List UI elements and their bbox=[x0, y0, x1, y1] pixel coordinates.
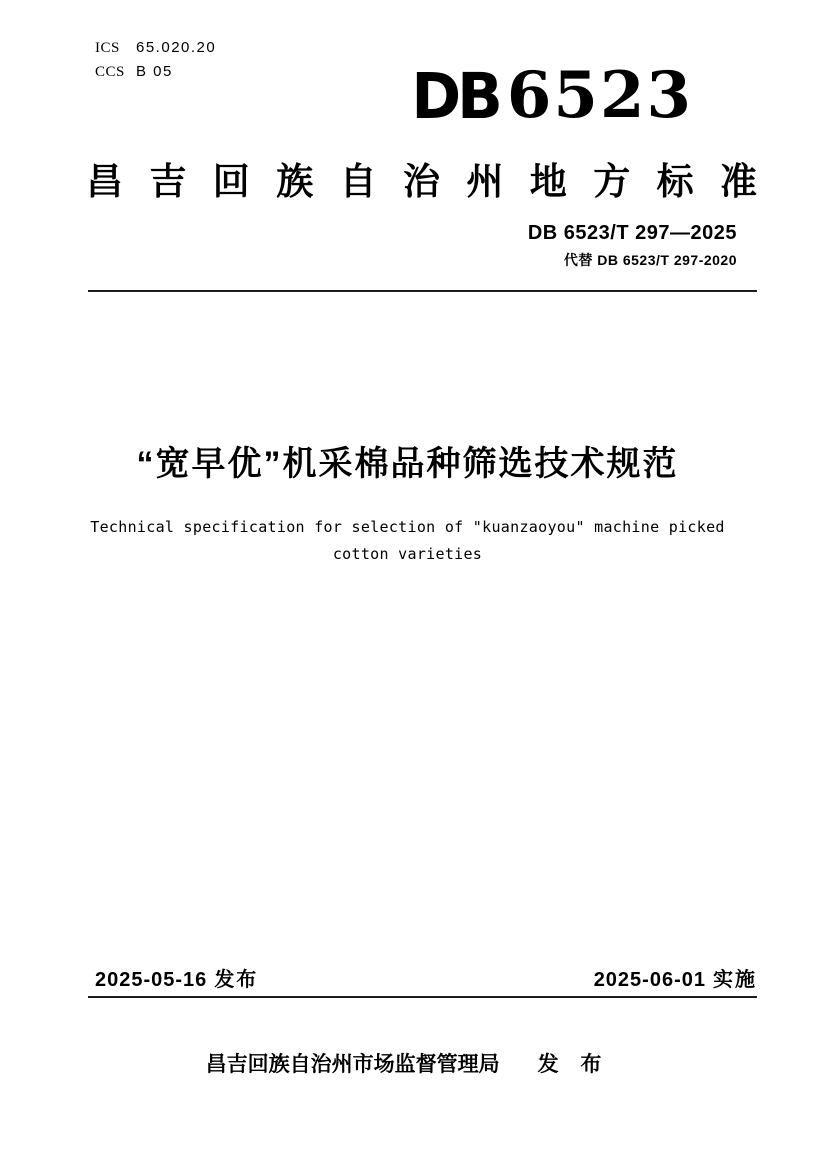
replaces-note: 代替 DB 6523/T 297-2020 bbox=[563, 252, 737, 268]
english-title-line2: cotton varieties bbox=[332, 545, 483, 563]
standard-type-heading: 昌吉回族自治州地方标准 bbox=[86, 161, 757, 202]
header-rule bbox=[88, 290, 757, 292]
date-row bbox=[95, 963, 757, 992]
implement-date: 2025-06-01 bbox=[593, 969, 706, 991]
implement-date-label: 实施 bbox=[713, 969, 757, 991]
issue-date: 2025-05-16 bbox=[95, 969, 208, 991]
standard-number: DB 6523/T 297—2025 bbox=[527, 222, 737, 244]
ics-label: ICS bbox=[95, 40, 120, 56]
issue-date-group bbox=[95, 963, 258, 992]
english-title bbox=[0, 514, 815, 568]
ccs-value: B 05 bbox=[136, 63, 173, 80]
issue-date-label: 发布 bbox=[214, 969, 259, 991]
ccs-row bbox=[95, 60, 216, 84]
chinese-title: “宽早优”机采棉品种筛选技术规范 bbox=[136, 445, 679, 483]
classification-codes bbox=[95, 36, 216, 84]
implement-date-group bbox=[594, 963, 757, 992]
footer-rule bbox=[88, 996, 757, 998]
db-standard-logo bbox=[411, 58, 693, 134]
english-title-line1: Technical specification for selection of "kuanzaoyou" machine picked bbox=[90, 518, 725, 536]
publish-label: 发 布 bbox=[537, 1053, 610, 1076]
ics-value: 65.020.20 bbox=[136, 39, 217, 56]
db-logo-prefix: DB bbox=[411, 60, 499, 134]
ccs-label: CCS bbox=[95, 64, 125, 80]
publisher-name: 昌吉回族自治州市场监督管理局 bbox=[205, 1053, 500, 1076]
ics-row bbox=[95, 36, 216, 60]
publisher-line bbox=[0, 1048, 815, 1078]
db-logo-number: 6523 bbox=[506, 58, 693, 133]
